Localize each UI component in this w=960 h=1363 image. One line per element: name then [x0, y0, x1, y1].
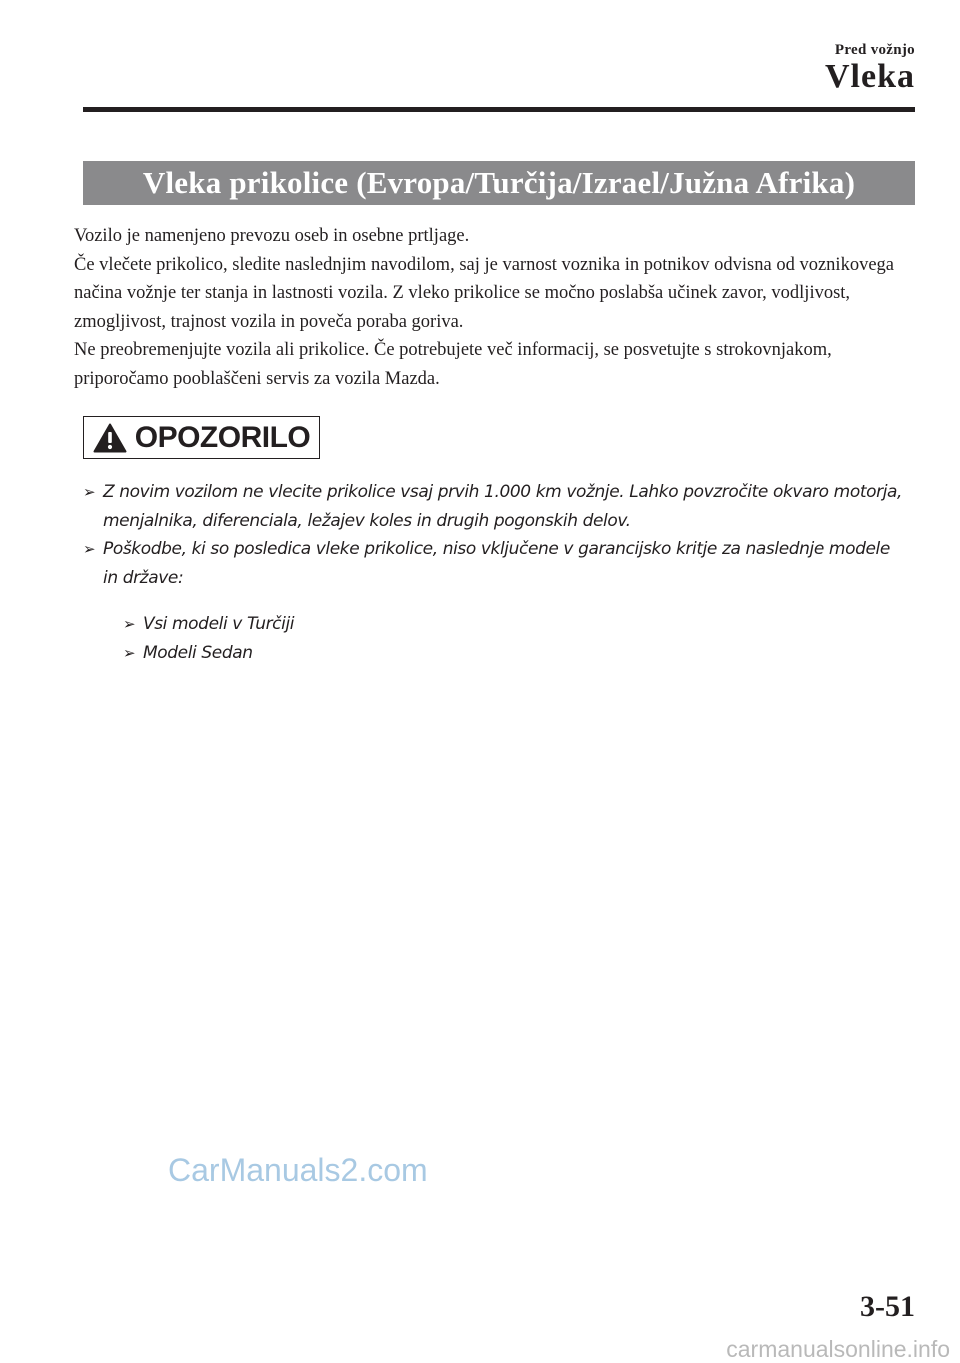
chapter-label: Pred vožnjo: [834, 42, 915, 58]
list-item: [123, 610, 903, 639]
warning-item-text: Z novim vozilom ne vlecite prikolice vsaj prvih 1.000 km vožnje. Lahko povzročite okvaro motorja, menjalnika, diferenciala, ležajev koles in drugih pogonskih delov.: [103, 482, 903, 531]
arrow-right-icon: ➢: [123, 615, 136, 633]
sub-item-text: Modeli Sedan: [143, 642, 253, 663]
warning-sub-list: [103, 610, 903, 667]
header-rule: [83, 107, 915, 112]
body-paragraph: Če vlečete prikolico, sledite naslednjim navodilom, saj je varnost voznika in potnikov odvisna od voznikovega načina vožnje ter stanja in lastnosti vozila. Z vleko prikolice se močno poslabša učinek zavor, vodljivost, zmogljivost, trajnost vozila in poveča poraba goriva.: [74, 254, 894, 332]
warning-list: [83, 478, 903, 667]
sub-item-text: Vsi modeli v Turčiji: [143, 614, 295, 634]
section-banner: Vleka prikolice (Evropa/Turčija/Izrael/Južna Afrika): [83, 161, 915, 205]
watermark-text: CarManuals2.com: [168, 1152, 428, 1188]
body-paragraph: Vozilo je namenjeno prevozu oseb in osebne prtljage.: [74, 226, 470, 246]
arrow-right-icon: ➢: [83, 483, 96, 501]
arrow-right-icon: ➢: [123, 643, 136, 662]
warning-item-text: Poškodbe, ki so posledica vleke prikolice, niso vključene v garancijsko kritje za naslednje modele in države:: [103, 539, 890, 588]
list-item: [83, 535, 903, 667]
list-item: [123, 639, 903, 668]
page-number: 3-51: [860, 1290, 915, 1323]
footer-site-text: carmanualsonline.info: [726, 1336, 950, 1362]
body-paragraph: Ne preobremenjujte vozila ali prikolice. Če potrebujete več informacij, se posvetujte s strokovnjakom, priporočamo pooblaščeni servis za vozila Mazda.: [74, 340, 832, 389]
warning-box: [83, 416, 320, 459]
arrow-right-icon: ➢: [83, 540, 96, 558]
list-item: [83, 478, 903, 535]
warning-triangle-icon: [93, 423, 127, 453]
warning-label: OPOZORILO: [134, 420, 311, 454]
section-title: Vleka: [825, 58, 915, 95]
body-text: [74, 222, 904, 394]
